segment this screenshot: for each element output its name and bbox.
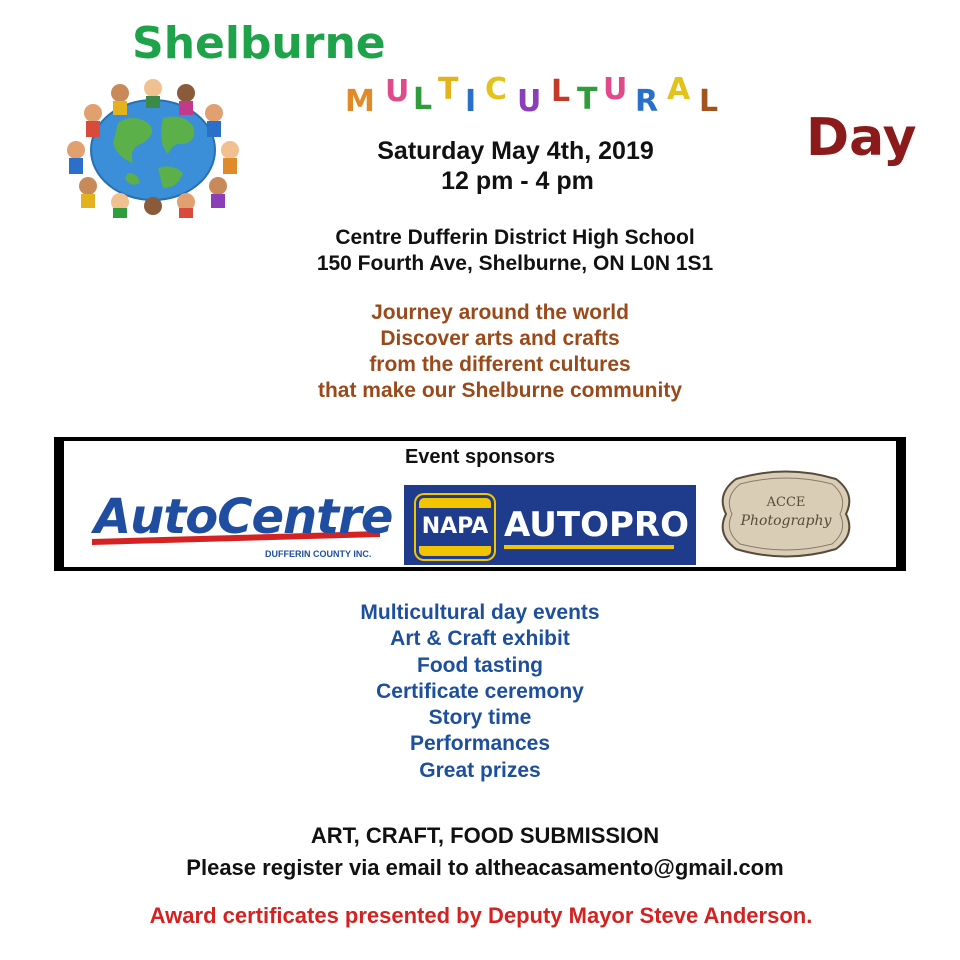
event-time: 12 pm - 4 pm [441, 167, 594, 195]
autocentre-logo [90, 483, 393, 563]
tagline-line: Discover arts and crafts [380, 327, 620, 350]
sponsors-panel [54, 437, 906, 571]
venue-address: 150 Fourth Ave, Shelburne, ON L0N 1S1 [316, 252, 714, 275]
title-day: Day [806, 108, 917, 168]
title-letter: I [465, 84, 477, 119]
acce-line1: ACCE [766, 495, 806, 510]
title-letter: T [438, 72, 459, 107]
title-letter: C [485, 72, 508, 107]
list-item: Multicultural day events [360, 601, 600, 624]
autocentre-sub: DUFFERIN COUNTY INC. [265, 549, 372, 559]
venue [0, 225, 960, 277]
list-item: Performances [409, 732, 551, 756]
list-item: Certificate ceremony [376, 679, 584, 703]
tagline [0, 300, 960, 404]
title-letter: U [517, 84, 542, 119]
sponsors-heading: Event sponsors [404, 446, 556, 468]
events-list [0, 600, 960, 784]
napa-autopro-logo [404, 485, 696, 565]
title-letter: U [603, 72, 628, 107]
list-item: Food tasting [417, 653, 543, 677]
autopro-text: AUTOPRO [504, 505, 689, 545]
title-letter: U [385, 74, 410, 109]
title-letter: A [667, 72, 691, 107]
tagline-line: Journey around the world [371, 301, 629, 324]
event-date: Saturday May 4th, 2019 [377, 137, 654, 165]
list-item: Story time [428, 706, 532, 730]
tagline-line: from the different cultures [369, 353, 631, 376]
napa-badge-text: NAPA [419, 508, 491, 546]
award-note: Award certificates presented by Deputy Mayor Steve Anderson. [149, 903, 813, 928]
event-datetime [0, 136, 960, 196]
title-letter: L [699, 84, 719, 119]
autocentre-name: AutoCentre [94, 489, 393, 545]
title-letter: T [577, 82, 598, 117]
title-shelburne: Shelburne [132, 18, 386, 69]
title-letter: R [635, 84, 659, 119]
submission-heading: ART, CRAFT, FOOD SUBMISSION [310, 823, 660, 848]
submission-register: Please register via email to altheacasamento@gmail.com [186, 855, 784, 880]
title-letter: L [413, 82, 433, 117]
title-multicultural [345, 68, 795, 118]
acce-photography-logo [716, 469, 856, 559]
napa-badge [416, 495, 494, 559]
tagline-line: that make our Shelburne community [317, 379, 683, 402]
list-item: Art & Craft exhibit [390, 627, 570, 651]
title-letter: M [345, 84, 375, 119]
acce-line2: Photography [740, 513, 832, 529]
list-item: Great prizes [419, 758, 541, 782]
venue-name: Centre Dufferin District High School [335, 226, 695, 249]
autopro-underline [504, 545, 674, 549]
submission-section [0, 820, 960, 884]
title-letter: L [551, 74, 571, 109]
